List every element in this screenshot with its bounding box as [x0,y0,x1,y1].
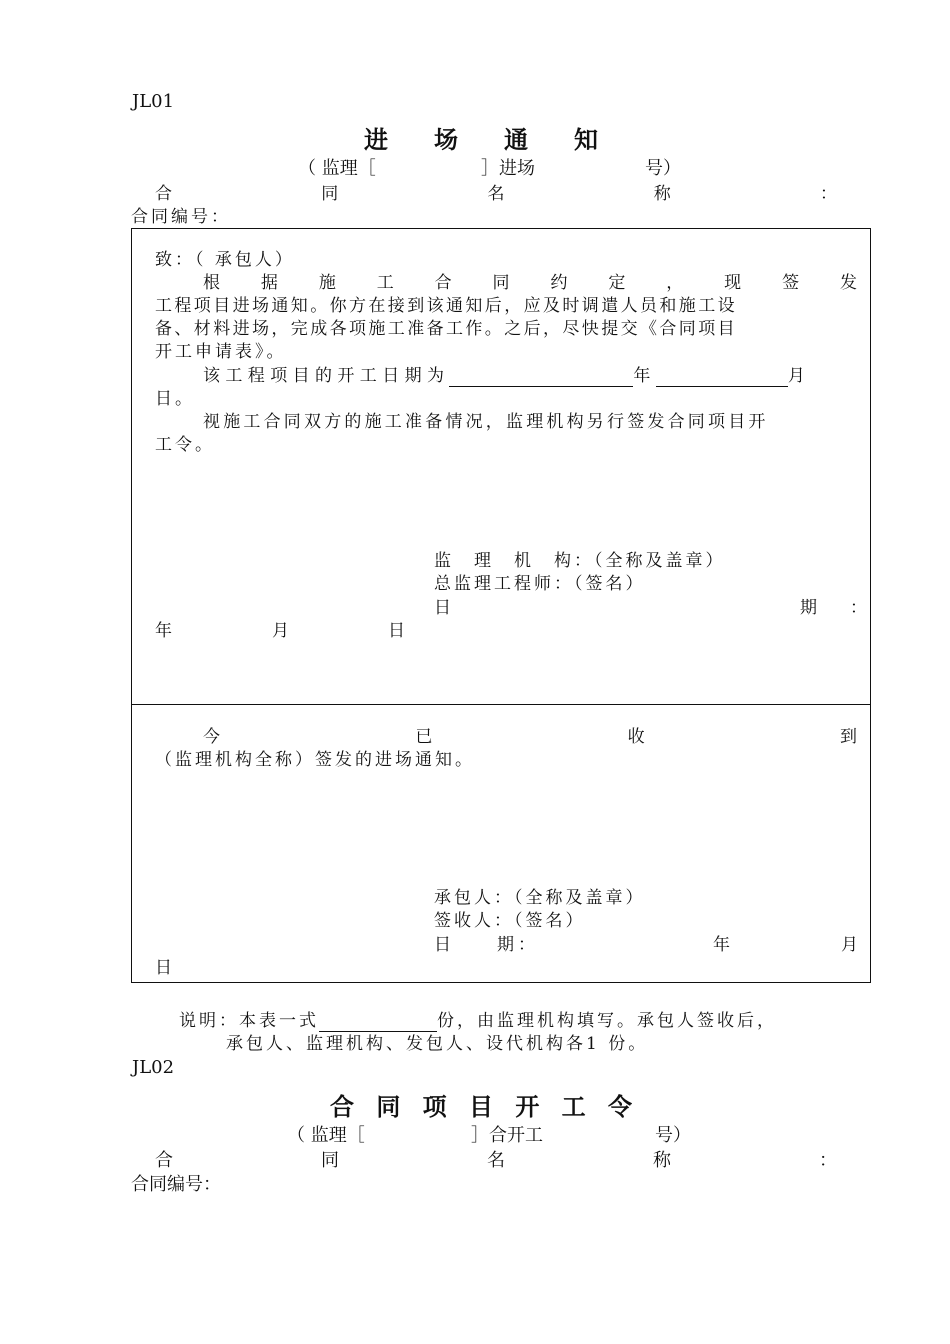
sig-date-year: 年 [155,621,172,641]
receipt-date-month: 月 [841,935,858,955]
form2-title [330,1087,632,1122]
receipt-date-label: 日 期： [434,935,539,955]
contract-name-char: 称 [653,184,671,204]
start-date-year: 年 [633,366,651,386]
para-char: 签 [782,273,800,293]
form2-contract-name-row [155,1149,837,1172]
sig-date-month: 月 [272,621,289,641]
chief-engineer-signature: 总监理工程师：（签名） [434,574,646,594]
para-char: 合 [434,273,452,293]
notice-number-open: （ 监理［ [298,158,376,179]
start-date-day: 日。 [155,389,195,409]
para-char: 发 [839,273,857,293]
start-date-prefix: 该工程项目的开工日期为 [203,366,450,386]
receipt-line2: （监理机构全称）签发的进场通知。 [155,750,475,770]
receipt-char: 已 [415,727,433,747]
start-date-line [203,365,805,387]
supervision-org-signature: 监 理 机 构：（全称及盖章） [434,551,726,571]
year-blank [449,368,633,387]
contract-name-char: 名 [487,1150,505,1171]
title-char: 场 [434,125,458,154]
form-code: JL01 [132,91,175,112]
para1-line1 [203,272,857,294]
form2-code: JL02 [132,1057,175,1078]
title-char: 目 [468,1092,493,1121]
title-char: 进 [364,125,388,154]
contract-name-char: 称 [653,1150,671,1171]
receipt-date-year: 年 [713,935,730,955]
receiver-signature: 签收人：（签名） [434,911,586,931]
para-char: 工 [376,273,394,293]
note-suffix: 份，由监理机构填写。承包人签收后， [437,1011,777,1031]
para1-line4: 开工申请表》。 [155,342,287,362]
title-char: 通 [504,125,528,154]
receipt-date-day: 日 [155,958,172,978]
contract-name-char: ： [819,1150,837,1171]
contract-name-char: 合 [155,1150,173,1171]
contract-name-char: 同 [321,1150,339,1171]
form2-contract-number-label: 合同编号： [131,1174,221,1195]
sig-date-left: 日 [434,598,451,618]
note-line1 [179,1010,777,1032]
title-char: 工 [561,1092,586,1121]
title-char: 合 [330,1092,354,1121]
note-line2: 承包人、监理机构、发包人、设代机构各1 份。 [226,1034,649,1054]
month-blank [656,368,788,387]
contract-name-row [155,183,837,205]
title-char: 令 [607,1092,632,1121]
contract-name-char: 同 [321,184,339,204]
para-char: 根 [203,273,220,293]
start-date-month: 月 [787,366,805,386]
receipt-char: 今 [203,727,220,747]
title-char: 同 [376,1092,401,1121]
receipt-char: 收 [627,727,645,747]
form-title [364,120,598,155]
para-char: ， [666,273,684,293]
para-char: 同 [492,273,510,293]
title-char: 开 [515,1092,540,1121]
note-prefix: 说明：本表一式 [179,1011,319,1031]
order-number-open: （ 监理［ [287,1125,365,1146]
para3-line2: 工令。 [155,435,215,455]
title-char: 知 [574,125,598,154]
contract-name-char: 名 [487,184,505,204]
para-char: 定 [608,273,626,293]
notice-number-close: 号） [645,158,681,179]
order-number-mid: ］合开工 [471,1125,543,1146]
contractor-signature: 承包人：（全称及盖章） [434,888,646,908]
para-char: 现 [724,273,742,293]
para1-line3: 备、材料进场，完成各项施工准备工作。之后，尽快提交《合同项目 [155,319,737,339]
sig-date-right: 期 ： [800,598,875,618]
addressee-line: 致：（ 承包人） [155,250,295,270]
para-char: 据 [260,273,278,293]
copies-blank [319,1013,437,1032]
para1-line2: 工程项目进场通知。你方在接到该通知后，应及时调遣人员和施工设 [155,296,737,316]
contract-number-label: 合同编号： [131,207,231,227]
contract-name-char: ： [820,184,837,204]
order-number-close: 号） [655,1125,691,1146]
sig-date-day: 日 [388,621,405,641]
notice-number-mid: ］进场 [481,158,535,179]
para-char: 约 [550,273,568,293]
receipt-line1 [203,726,857,748]
para3-line1: 视施工合同双方的施工准备情况，监理机构另行签发合同项目开 [203,412,769,432]
receipt-char: 到 [839,727,857,747]
contract-name-char: 合 [155,184,172,204]
box-divider [131,704,871,705]
title-char: 项 [422,1092,447,1121]
para-char: 施 [318,273,336,293]
